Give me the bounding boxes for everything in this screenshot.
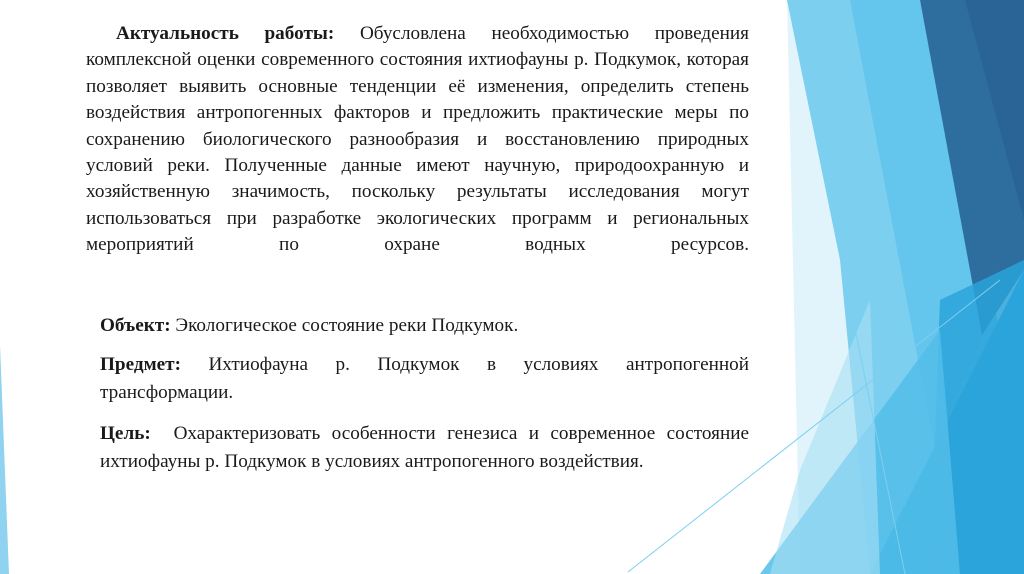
object-paragraph — [100, 313, 749, 339]
object-label: Объект: — [100, 315, 171, 336]
object-text: Экологическое состояние реки Подкумок. — [175, 315, 519, 336]
relevance-text: Обусловлена необходимостью проведения комплексной оценки современного состояния ихтиофауны р. Подкумок, которая позволяет выявить основные тенденции её изменения, определить степень воздействия антропогенных факторов и предложить практические меры по сохранению биологического разнообразия и восстановлению природных условий реки. Полученные данные имеют научную, природоохранную и хозяйственную значимость, поскольку результаты исследования могут использоваться при разработке экологических программ и региональных мероприятий по охране водных ресурсов. — [86, 23, 750, 256]
goal-label: Цель: — [100, 423, 151, 444]
goal-text: Охарактеризовать особенности генезиса и современное состояние ихтиофауны р. Подкумок в условиях антропогенного воздействия. — [100, 423, 749, 472]
relevance-label: Актуальность работы: — [116, 23, 335, 44]
left-edge-strip — [0, 345, 9, 574]
subject-paragraph — [100, 351, 749, 407]
subject-label: Предмет: — [100, 354, 181, 375]
subject-text: Ихтиофауна р. Подкумок в условиях антропогенной трансформации. — [100, 354, 749, 403]
goal-paragraph — [100, 420, 749, 476]
relevance-paragraph — [86, 21, 749, 259]
